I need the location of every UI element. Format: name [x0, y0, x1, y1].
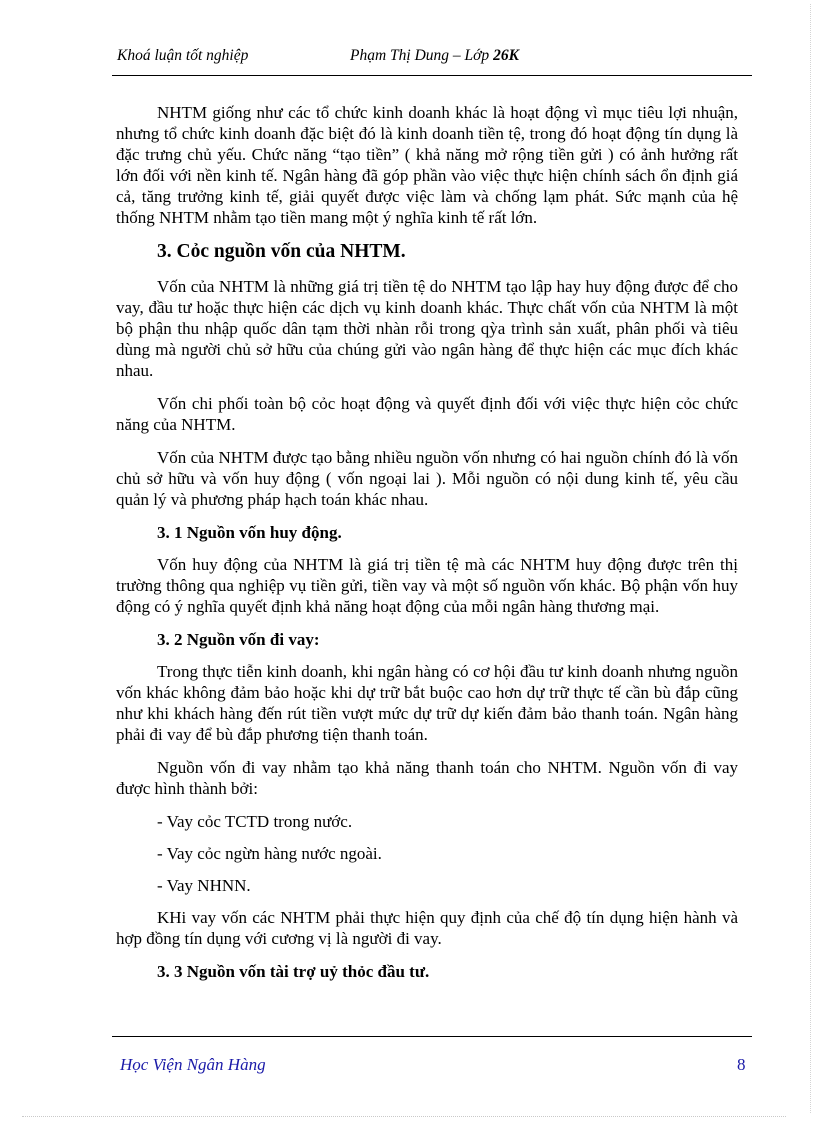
list-item: - Vay cỏc ngừn hàng nước ngoài.	[157, 844, 382, 863]
section-heading: 3. Cỏc nguồn vốn của NHTM.	[157, 241, 406, 262]
header-thesis-label: Khoá luận tốt nghiệp	[117, 47, 249, 64]
paragraph: NHTM giống như các tổ chức kinh doanh khác là hoạt động vì mục tiêu lợi nhuận, nhưng tổ chức kinh doanh đặc biệt đó là kinh doanh tiền tệ, trong đó hoạt động tín dụng là đặc trưng chủ yếu. Chức năng “tạo tiền” ( khả năng mở rộng tiền gửi ) có ảnh hưởng rất lớn đối với nền kinh tế. Ngân hàng đã góp phần vào việc thực hiện chính sách ổn định giá cả, tăng trưởng kinh tế, giải quyết được việc làm và chống lạm phát. Sức mạnh của hệ thống NHTM nhằm tạo tiền mang một ý nghĩa kinh tế rất lớn.	[116, 103, 738, 227]
footer-rule	[112, 1036, 752, 1037]
subsection-heading: 3. 1 Nguồn vốn huy động.	[157, 523, 342, 542]
paragraph: Vốn của NHTM là những giá trị tiền tệ do NHTM tạo lập hay huy động được để cho vay, đầu tư hoặc thực hiện các dịch vụ kinh doanh khác. Thực chất vốn của NHTM là một bộ phận thu nhập quốc dân tạm thời nhàn rỗi trong qỳa trình sản xuất, phân phối và tiêu dùng mà người chủ sở hữu của chúng gửi vào ngân hàng để thực hiện các mục đích khác nhau.	[116, 277, 738, 380]
paragraph: Vốn huy động của NHTM là giá trị tiền tệ mà các NHTM huy động được trên thị trường thông qua nghiệp vụ tiền gửi, tiền vay và một số nguồn vốn khác. Bộ phận vốn huy động có ý nghĩa quyết định khả năng hoạt động của mỗi ngân hàng thương mại.	[116, 555, 738, 616]
page-edge-right	[810, 4, 811, 1113]
header-author-name: Phạm Thị Dung – Lớp	[350, 47, 494, 64]
paragraph: Nguồn vốn đi vay nhằm tạo khả năng thanh toán cho NHTM. Nguồn vốn đi vay được hình thành bởi:	[116, 758, 738, 798]
subsection-heading: 3. 3 Nguồn vốn tài trợ uỷ thỏc đầu tư.	[157, 962, 430, 981]
header-rule	[112, 75, 752, 76]
page-edge-bottom	[22, 1116, 786, 1117]
header-author	[350, 47, 519, 65]
header-class: 26K	[493, 47, 519, 64]
list-item: - Vay cỏc TCTD trong nước.	[157, 812, 353, 831]
page-body	[116, 102, 738, 993]
footer-institution: Học Viện Ngân Hàng	[120, 1055, 266, 1074]
paragraph: Trong thực tiễn kinh doanh, khi ngân hàng có cơ hội đầu tư kinh doanh nhưng nguồn vốn khác không đảm bảo hoặc khi dự trữ bắt buộc cao hơn dự trữ thực tế cần bù đắp cũng như khi khách hàng đến rút tiền vượt mức dự trữ dự kiến đảm bảo thanh toán. Ngân hàng phải đi vay để bù đắp phương tiện thanh toán.	[116, 662, 738, 744]
subsection-heading: 3. 2 Nguồn vốn đi vay:	[157, 630, 320, 649]
paragraph: Vốn chi phối toàn bộ cỏc hoạt động và quyết định đối với việc thực hiện cỏc chức năng của NHTM.	[116, 394, 738, 434]
list-item: - Vay NHNN.	[157, 876, 251, 895]
page-number: 8	[737, 1055, 746, 1074]
paragraph: Vốn của NHTM được tạo bằng nhiều nguồn vốn nhưng có hai nguồn chính đó là vốn chủ sở hữu và vốn huy động ( vốn ngoại lai ). Mỗi nguồn có nội dung kinh tế, yêu cầu quản lý và phương pháp hạch toán khác nhau.	[116, 448, 738, 509]
paragraph: KHi vay vốn các NHTM phải thực hiện quy định của chế độ tín dụng hiện hành và hợp đồng tín dụng với cương vị là người đi vay.	[116, 908, 738, 948]
page-header	[117, 47, 757, 73]
